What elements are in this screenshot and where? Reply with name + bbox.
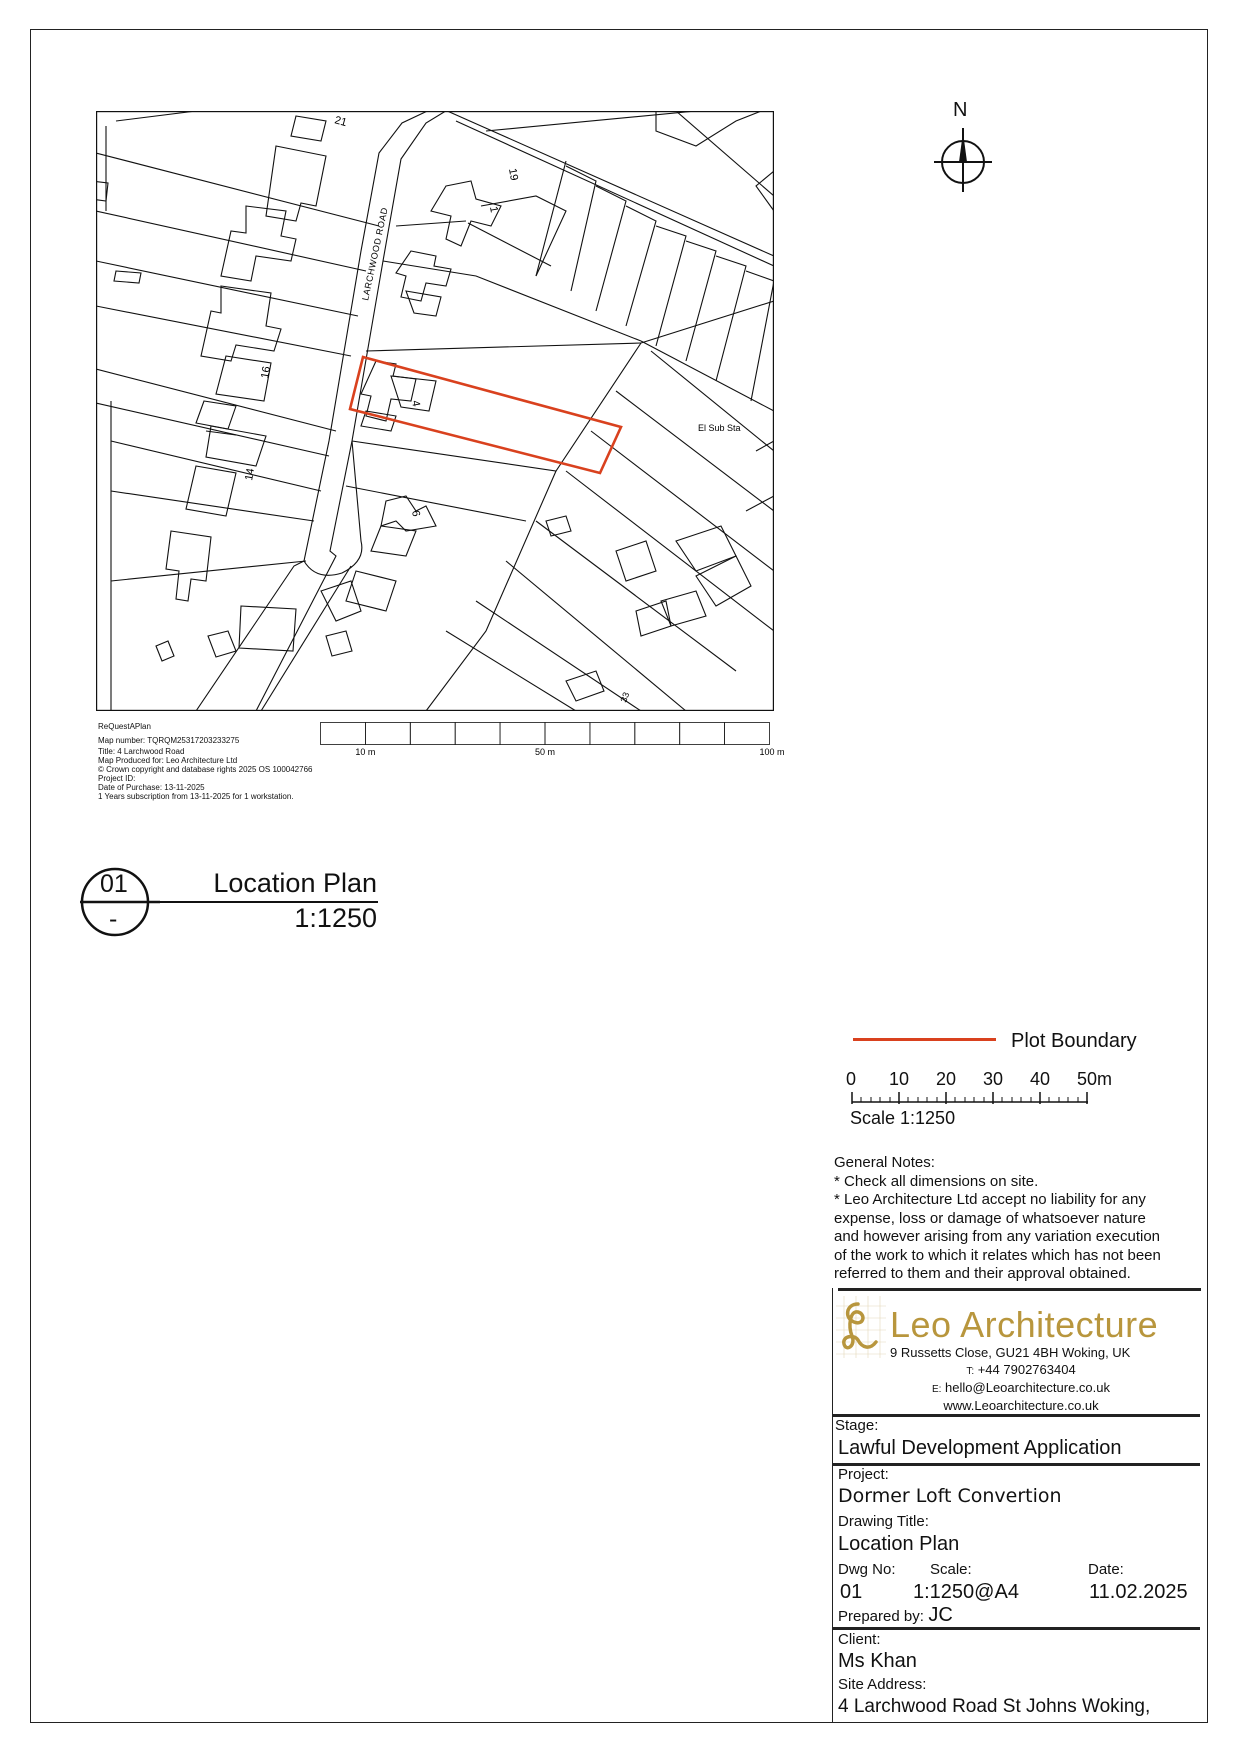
scale-label: Scale:	[930, 1561, 972, 1578]
scale-bar-label: 100 m	[759, 747, 785, 757]
scale-bar-cell	[455, 723, 500, 745]
note-line: expense, loss or damage of whatsoever nature	[834, 1209, 1146, 1227]
project-value: Dormer Loft Convertion	[838, 1485, 1062, 1507]
company-address: 9 Russetts Close, GU21 4BH Woking, UK	[890, 1345, 1131, 1360]
scale-bar-cell	[590, 723, 635, 745]
north-arrow-icon	[930, 124, 996, 194]
company-web: www.Leoarchitecture.co.uk	[943, 1398, 1099, 1413]
plot-boundary-label: Plot Boundary	[1011, 1030, 1137, 1052]
house-number-4: 4	[409, 399, 422, 408]
site-address-value: 4 Larchwood Road St Johns Woking,	[838, 1696, 1151, 1717]
stage-value: Lawful Development Application	[838, 1437, 1122, 1459]
dwg-no-value: 01	[840, 1581, 863, 1603]
prepared-label: Prepared by:	[838, 1608, 924, 1625]
location-map	[96, 111, 774, 711]
note-line: of the work to which it relates which has not been	[834, 1246, 1161, 1264]
client-value: Ms Khan	[838, 1650, 917, 1672]
divider	[838, 1288, 1201, 1291]
company-contacts	[836, 1362, 1206, 1414]
scale-bar-cell	[500, 723, 545, 745]
scale-tick-label: 30	[983, 1069, 1004, 1089]
scale-bar-cell	[725, 723, 770, 745]
client-label: Client:	[838, 1631, 881, 1648]
leo-logo-icon	[836, 1296, 886, 1358]
scale-bar-cell	[410, 723, 455, 745]
house-number-21: 21	[333, 114, 349, 130]
stage-label: Stage:	[835, 1417, 879, 1434]
house-number-1: 1	[487, 205, 500, 214]
north-label: N	[953, 99, 968, 121]
map-info-line: © Crown copyright and database rights 2025 OS 100042766	[98, 765, 313, 774]
scale-bar-label: 50 m	[535, 747, 556, 757]
scale-bar-cell	[635, 723, 680, 745]
map-info-line: Project ID:	[98, 774, 136, 783]
company-phone: +44 7902763404	[977, 1362, 1076, 1377]
scale-tick-label: 20	[936, 1069, 957, 1089]
scale-bar-label: 10 m	[355, 747, 376, 757]
legend-scale-ticks	[846, 1069, 1113, 1091]
scale-tick-label: 0	[846, 1069, 857, 1089]
scale-bar-cell	[365, 723, 410, 745]
phone-label: T:	[966, 1366, 975, 1377]
scale-bar-cell	[321, 723, 366, 745]
legend-scale-text: Scale 1:1250	[850, 1108, 956, 1128]
project-label: Project:	[838, 1466, 889, 1483]
house-number-19: 19	[506, 167, 520, 182]
scale-tick-label: 50m	[1077, 1069, 1113, 1089]
scale-tick-label: 40	[1030, 1069, 1051, 1089]
scale-bar-cell	[680, 723, 725, 745]
scale-tick-label: 10	[889, 1069, 910, 1089]
drawing-title-value: Location Plan	[838, 1533, 960, 1555]
note-line: * Leo Architecture Ltd accept no liability for any	[834, 1191, 1146, 1208]
scale-bar-cell	[545, 723, 590, 745]
map-info-line: Map number: TQRQM25317203233275	[98, 736, 240, 745]
plot-boundary-line	[853, 1038, 996, 1041]
substation-label: El Sub Sta	[698, 423, 741, 433]
legend-scale-bar	[850, 1090, 1090, 1106]
date-label: Date:	[1088, 1561, 1124, 1578]
scale-value: 1:1250@A4	[913, 1581, 1019, 1603]
note-line: * Check all dimensions on site.	[834, 1172, 1039, 1190]
map-info-line: 1 Years subscription from 13-11-2025 for 1 workstation.	[98, 792, 294, 801]
drawing-scale: 1:1250	[294, 903, 377, 933]
company-phone-line	[836, 1362, 1206, 1380]
drawing-sub: -	[109, 905, 118, 933]
drawing-title: Location Plan	[213, 868, 377, 898]
map-info-line: Map Produced for: Leo Architecture Ltd	[98, 756, 238, 765]
company-email: hello@Leoarchitecture.co.uk	[945, 1380, 1111, 1395]
note-line: referred to them and their approval obtained.	[834, 1265, 1131, 1282]
map-info-line: Title: 4 Larchwood Road	[98, 747, 185, 756]
divider	[832, 1414, 1200, 1417]
general-notes	[834, 1154, 1204, 1284]
drawing-number: 01	[100, 870, 128, 898]
email-label: E:	[931, 1384, 942, 1395]
house-number-33: 33	[618, 690, 632, 704]
drawing-title-label: Drawing Title:	[838, 1513, 929, 1530]
company-email-line	[836, 1380, 1206, 1398]
house-number-16: 16	[259, 365, 274, 380]
note-line: and however arising from any variation execution	[834, 1228, 1161, 1245]
house-number-6: 6	[409, 509, 422, 518]
dwg-no-label: Dwg No:	[838, 1561, 896, 1578]
house-number-14: 14	[243, 467, 258, 482]
map-scale-bar	[320, 722, 810, 758]
prepared-value: JC	[928, 1604, 953, 1626]
map-provider: ReQuestAPlan	[98, 722, 151, 731]
site-address-label: Site Address:	[838, 1676, 927, 1693]
prepared-by	[838, 1604, 953, 1627]
road-label: LARCHWOOD ROAD	[360, 206, 390, 302]
map-info-line: Date of Purchase: 13-11-2025	[98, 783, 205, 792]
company-name: Leo Architecture	[890, 1304, 1159, 1345]
title-block-left-border	[832, 1288, 833, 1723]
date-value: 11.02.2025	[1089, 1581, 1188, 1603]
divider	[832, 1627, 1200, 1630]
notes-heading: General Notes:	[834, 1154, 935, 1171]
